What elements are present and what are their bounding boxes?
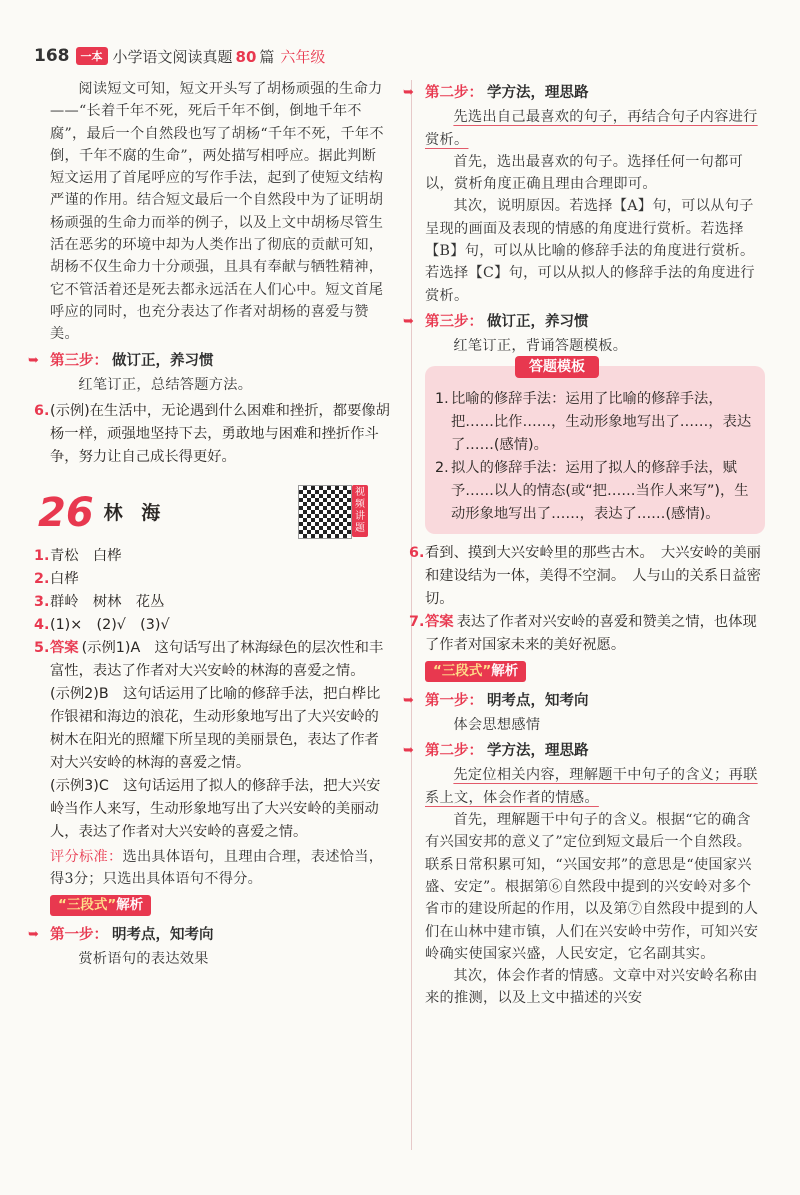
answer-item-7 — [409, 611, 765, 657]
answer-example-3: (示例3)C 这句话运用了拟人的修辞手法，把大兴安岭当作人来写，生动形象地写出了大兴安岭的美丽动人，表达了作者对大兴安岭的喜爱之情。 — [50, 778, 381, 841]
three-step-badge — [50, 895, 151, 916]
step-label: 第二步： — [425, 743, 483, 760]
answer-item-6 — [34, 400, 390, 469]
step-two-heading — [403, 740, 765, 762]
step-one-heading — [403, 690, 765, 712]
lesson-title: 林 海 — [103, 502, 167, 524]
lesson-number: 26 — [38, 490, 94, 536]
template-item-text: 拟人的修辞手法：运用了拟人的修辞手法，赋予……以人的情态(或“把……当作人来写”)，生动形象地写出了……，表达了……(感情)。 — [451, 459, 749, 522]
step-one-heading — [28, 924, 390, 946]
left-column — [28, 78, 390, 970]
answer-item-3 — [34, 591, 390, 614]
question-number: 3. — [34, 594, 50, 611]
analysis-paragraph: 阅读短文可知，短文开头写了胡杨顽强的生命力——“长着千年不死，死后千年不倒，倒地千年不腐”，最后一个自然段也写了胡杨“千年不死，千年不倒，千年不腐的生命”，两处描写相呼应。据此判断短文运用了首尾呼应的写作手法，起到了使短文结构严谨的作用。结合短文最后一个自然段中为了证明胡杨顽强的生命力而举的例子，以及上文中胡杨尽管生活在恶劣的环境中却为人类作出了彻底的贡献可知，胡杨不仅生命力十分顽强，且具有奉献与牺牲精神，它不管活着还是死去都永远活在人们心中。短文首尾呼应的同时，也充分表达了作者对胡杨的喜爱与赞美。 — [50, 81, 384, 343]
step-title: 做订正，养习惯 — [112, 352, 214, 369]
arrow-icon: ➥ — [403, 313, 414, 329]
answer-template-box — [425, 358, 765, 534]
book-title-number: 80 — [235, 47, 257, 66]
badge-highlight: “三段式” — [433, 662, 492, 679]
template-item-text: 比喻的修辞手法：运用了比喻的修辞手法，把……比作……，生动形象地写出了……，表达了……(感情)。 — [451, 390, 752, 453]
answer-text: (1)× (2)√ (3)√ — [50, 617, 170, 634]
template-item-number: 1. — [435, 390, 449, 407]
answer-text: 青松 白桦 — [50, 548, 122, 565]
analysis-paragraph: 首先，理解题干中句子的含义。根据“它的确含有兴国安邦的意义了”定位到短文最后一个自然段。联系日常积累可知，“兴国安邦”的意思是“使国家兴盛、安定”。根据第⑥自然段中提到的兴安岭对多个省市的建设所起的作用，以及第⑦自然段中提到的人们在山林中建市镇，人们在兴安岭中劳作，可知兴安岭确实使国家兴盛，人民安定，它名副其实。 — [425, 812, 759, 962]
page-number: 168 — [34, 46, 70, 66]
step-title: 学方法，理思路 — [487, 85, 589, 101]
arrow-icon: ➥ — [403, 743, 414, 759]
badge-text: 解析 — [491, 662, 519, 679]
step-title: 学方法，理思路 — [487, 743, 589, 760]
question-number: 6. — [34, 403, 50, 420]
step-three-heading — [403, 311, 765, 333]
arrow-icon: ➥ — [403, 85, 414, 100]
step-text: 先定位相关内容，理解题干中句子的含义；再联系上文，体会作者的情感。 — [425, 767, 758, 806]
step-title: 做订正，养习惯 — [487, 313, 589, 330]
arrow-icon: ➥ — [403, 692, 414, 708]
badge-text: 解析 — [116, 896, 144, 913]
three-step-badge — [425, 661, 526, 682]
question-number: 2. — [34, 571, 50, 588]
video-explain-tag: 视频讲题 — [352, 485, 368, 537]
answer-example-1 — [50, 637, 390, 683]
scoring-criteria — [50, 846, 390, 891]
answer-tag: 答案 — [50, 640, 79, 657]
step-label: 第一步： — [50, 926, 108, 943]
analysis-paragraph: 其次，体会作者的情感。文章中对兴安岭名称由来的推测，以及上文中描述的兴安 — [425, 968, 758, 1007]
analysis-paragraph: 其次，说明原因。若选择【A】句，可以从句子呈现的画面及表现的情感的角度进行赏析。若选择【B】句，可以从比喻的修辞手法的角度进行赏析。若选择【C】句，可以从拟人的修辞手法的角度进行赏析。 — [425, 198, 755, 304]
question-number: 6. — [409, 544, 425, 561]
scoring-text: 选出具体语句，且理由合理，表述恰当，得3分；只选出具体语句不得分。 — [50, 849, 384, 888]
step-label: 第一步： — [425, 692, 483, 709]
book-title-prefix: 小学语文阅读真题 — [112, 47, 233, 66]
step-title: 明考点，知考向 — [487, 692, 589, 709]
analysis-paragraph: 首先，选出最喜欢的句子。选择任何一句都可以，赏析角度正确且理由合理即可。 — [425, 153, 744, 193]
step-text: 体会思想感情 — [453, 716, 541, 733]
template-item-number: 2. — [435, 459, 449, 476]
brand-logo: 一本 — [76, 47, 108, 65]
step-text: 赏析语句的表达效果 — [78, 951, 209, 968]
qr-code[interactable] — [298, 485, 352, 539]
answer-text: 白桦 — [50, 571, 79, 588]
template-item-1 — [435, 388, 755, 457]
right-column — [403, 78, 765, 1010]
step-text: 红笔订正，总结答题方法。 — [78, 376, 253, 393]
question-number: 4. — [34, 617, 50, 634]
scoring-label: 评分标准： — [50, 849, 123, 866]
answer-text — [425, 611, 765, 657]
step-three-heading — [28, 350, 390, 372]
answer-item-6 — [409, 542, 765, 611]
answer-example-2: (示例2)B 这句话运用了比喻的修辞手法，把白桦比作银裙和海边的浪花，生动形象地写出了大兴安岭的树木在阳光的照耀下所呈现的美丽景色，表达了作者对大兴安岭的林海的喜爱之情。 — [50, 686, 381, 772]
answer-item-5 — [34, 637, 390, 844]
book-title — [113, 46, 275, 67]
answer-body: 表达了作者对兴安岭的喜爱和赞美之情，也体现了作者对国家未来的美好祝愿。 — [425, 613, 757, 653]
answer-item-4 — [34, 614, 390, 637]
template-item-2 — [435, 457, 755, 526]
example-text: (示例1)A 这句话写出了林海绿色的层次性和丰富性，表达了作者对大兴安岭的林海的喜爱之情。 — [50, 640, 384, 680]
answer-item-2 — [34, 568, 390, 591]
template-title: 答题模板 — [515, 356, 599, 378]
answer-text: 群岭 树林 花丛 — [50, 594, 165, 611]
question-number: 5. — [34, 640, 50, 657]
answer-text: 看到、摸到大兴安岭里的那些古木。 大兴安岭的美丽和建设结为一体，美得不空洞。 人与山的关系日益密切。 — [425, 544, 761, 607]
step-text: 先选出自己最喜欢的句子，再结合句子内容进行赏析。 — [425, 109, 758, 148]
book-title-suffix: 篇 — [259, 47, 275, 66]
arrow-icon: ➥ — [28, 352, 39, 368]
step-label: 第三步： — [425, 313, 483, 330]
arrow-icon: ➥ — [28, 926, 39, 942]
step-text: 红笔订正，背诵答题模板。 — [453, 338, 628, 355]
answer-text: (示例)在生活中，无论遇到什么困难和挫折，都要像胡杨一样，顽强地坚持下去，勇敢地与困难和挫折作斗争，努力让自己成长得更好。 — [50, 403, 390, 466]
grade-label: 六年级 — [280, 47, 326, 66]
step-two-heading — [403, 82, 765, 104]
question-number: 7. — [409, 613, 425, 630]
badge-highlight: “三段式” — [58, 896, 117, 913]
answer-item-1 — [34, 545, 390, 568]
answer-tag: 答案 — [425, 613, 454, 630]
step-label: 第三步： — [50, 352, 108, 369]
lesson-heading — [38, 487, 390, 536]
page-header — [34, 44, 325, 68]
question-number: 1. — [34, 548, 50, 565]
step-label: 第二步： — [425, 85, 483, 101]
step-title: 明考点，知考向 — [112, 926, 214, 943]
